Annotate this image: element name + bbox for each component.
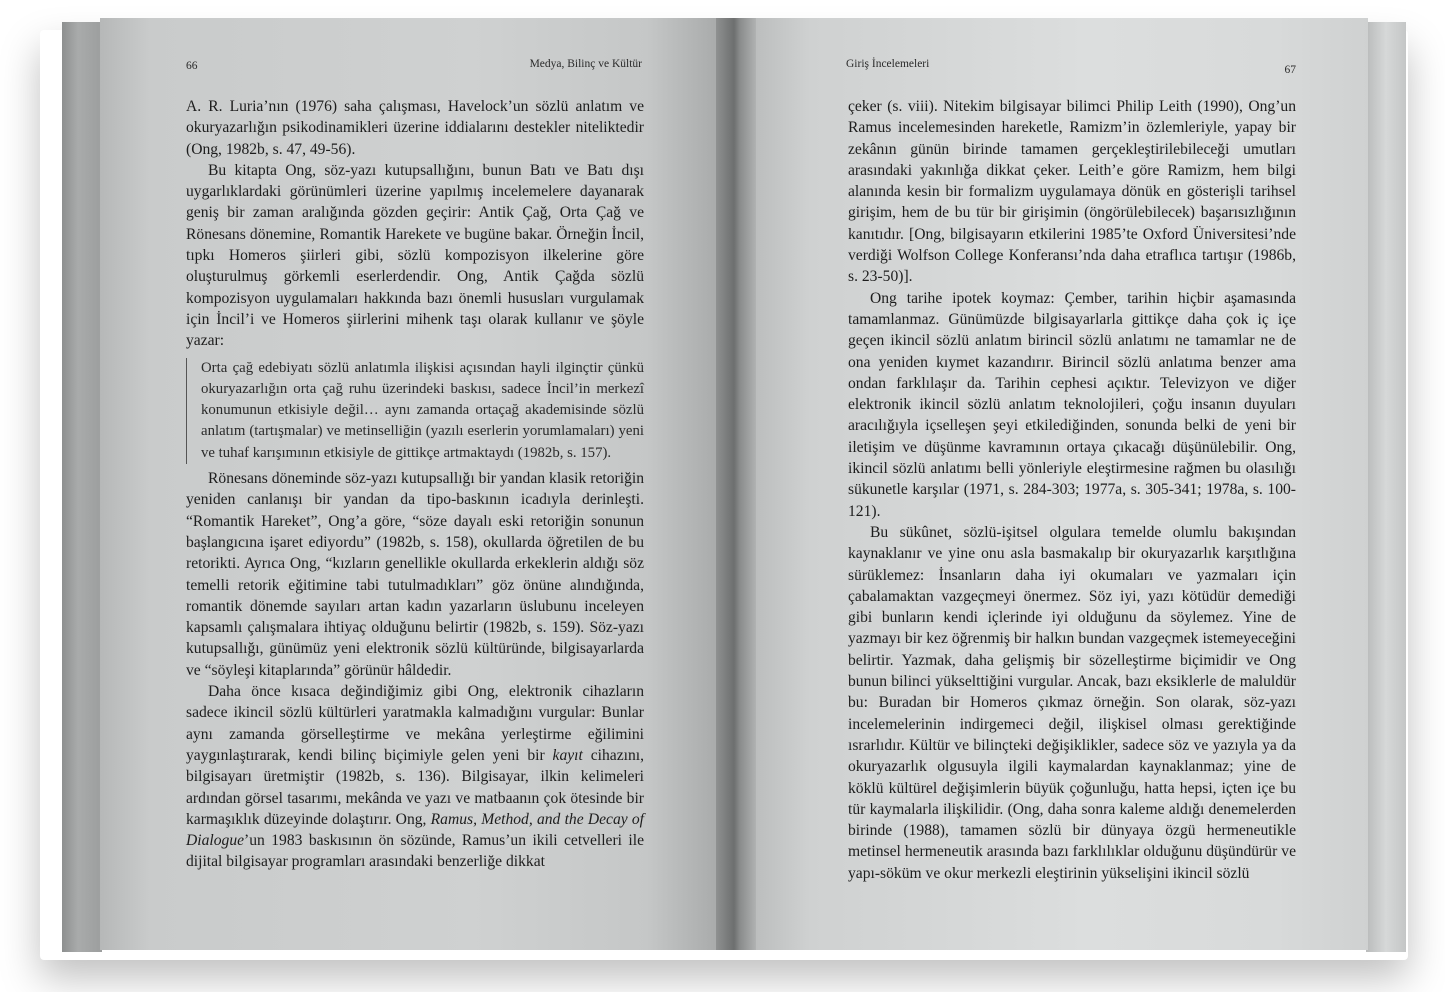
right-page-stack-edge bbox=[1366, 22, 1406, 952]
paragraph: Bu kitapta Ong, söz-yazı kutupsallığını, bunun Batı ve Batı dışı uygarlıklardaki görünümleri üzerine yapılmış incelemelere dayanarak geniş bir zaman aralığında gözden geçirir: Antik Çağ, Orta Çağ ve Rönesans dönemine, Romantik Harekete ve bugüne bakar. Örneğin İncil, tıpkı Homeros şiirleri gibi, sözlü kompozisyon ilkelerine göre oluşturulmuş görkemli eserlerdendir. Ong, Antik Çağda sözlü kompozisyon uygulamaları hakkında bazı önemli hususları vurgulamak için İncil’i ve Homeros şiirlerini mihenk taşı olarak kullanır ve şöyle yazar: bbox=[186, 161, 644, 350]
book-gutter bbox=[716, 18, 756, 950]
right-page-body bbox=[848, 96, 1296, 884]
left-page-body bbox=[186, 96, 644, 873]
text-run: Daha önce kısaca değindiğimiz gibi Ong, elektronik cihazların sadece ikincil sözlü kültürleri yaratmakla kalmadığını vurgular: Bunlar aynı zamanda görselleştirme ve mekâna yerleştirme eğilimini yaygınlaştırarak, kendi bilinç biçimiyle gelen yeni bir bbox=[186, 683, 644, 764]
paragraph: Ong tarihe ipotek koymaz: Çember, tarihin hiçbir aşamasında tamamlanmaz. Günümüzde bilgisayarlarla gittikçe daha çok iç içe geçen ikincil sözlü anlatım birincil sözlü anlatımı ne tamamlar ne de ona yeniden kıymet kazandırır. Birincil sözlü anlatıma benzer ama ondan farklılaşır da. Tarihin cephesi açıktır. Televizyon ve diğer elektronik ikincil sözlü anlatım teknolojileri, çoğu insanın duyuları aracılığıyla içselleşen şeyi etkilediğinden, sonunda belki de yeni bir iletişim ve düşünme kavramının ortaya çıkacağı düşünülebilir. Ong, ikincil sözlü anlatımı belli yönleriyle eleştirmesine rağmen bu olasılığı sükunetle karşılar (1971, s. 284-303; 1977a, s. 305-341; 1978a, s. 100-121). bbox=[848, 289, 1296, 520]
right-page-number: 67 bbox=[1284, 64, 1296, 76]
left-page-number: 66 bbox=[186, 60, 198, 72]
left-page bbox=[100, 18, 722, 950]
paragraph: çeker (s. viii). Nitekim bilgisayar bilimci Philip Leith (1990), Ong’un Ramus incelemesinden hareketle, Ramizm’in özlemleriyle, yapay bir zekânın günün birinde tamamen gerçekleştirilebileceği umutları arasındaki yakınlığa dikkat çeker. Leith’e göre Ramizm, hem bilgi alanında kesin bir formalizm uygulamaya dönük en gösterişli tarihsel girişim, hem de bu tür bir girişimin (öngörülebilecek) başarısızlığının kanıtıdır. [Ong, bilgisayarın etkilerini 1985’te Oxford Üniversitesi’nde verdiği Wolfson College Konferansı’nda daha etraflıca tartışır (1986b, s. 23-50)]. bbox=[848, 98, 1296, 286]
left-page-stack-edge bbox=[62, 22, 102, 952]
paragraph: Bu sükûnet, sözlü-işitsel olgulara temelde olumlu bakışından kaynaklanır ve yine onu asla basmakalıp bir okuryazarlık karşıtlığına sürüklemez: İnsanların daha iyi okumaları ve yazmaları için çabalamaktan vazgeçmeyi önermez. Söz iyi, yazı kötüdür demediği gibi bunların kendi içlerinde iyi olduğunu da söylemez. Yine de yazmayı bir kez öğrenmiş bir halkın bundan vazgeçmek istemeyeceğini belirtir. Yazmak, daha gelişmiş bir sözelleştirme biçimidir ve Ong bunun bilinci yükselttiğini vurgular. Ancak, bazı eksiklerle de maluldür bu: Buradan bir Homeros çıkmaz örneğin. Son olarak, söz-yazı incelemelerinin indirgemeci değil, ilişkisel olması gerektiğinde ısrarlıdır. Kültür ve bilinçteki değişiklikler, sadece söz ve yazıyla ya da okuryazarlık olgusuyla ilgili kaymalardan kaynaklanmaz; yine de köklü kültürel değişimlerin büyük çoğunluğu, hatta hepsi, içten içe bu tür kaymalarla ilişkilidir. (Ong, daha sonra kaleme aldığı denemelerden birinde (1988), tamamen sözlü bir dünyaya özgü hermeneutikle metinsel hermeneutik arasında bazı farklılıklar olduğunu düşündürür ve yapı-söküm ve okur merkezli eleştirinin yükselişini ikincil sözlü bbox=[848, 523, 1296, 882]
left-running-head: Medya, Bilinç ve Kültür bbox=[529, 58, 642, 70]
italic-book-title: Ramus, Method, and the Decay of Dialogue bbox=[186, 810, 645, 850]
right-page bbox=[748, 18, 1368, 950]
right-running-head: Giriş İncelemeleri bbox=[846, 58, 930, 70]
block-quote: Orta çağ edebiyatı sözlü anlatımla ilişkisi açısından hayli ilginçtir çünkü okuryazarlığın orta çağ ruhu üzerindeki baskısı, sadece İncil’in merkezî konumunun etkisiyle değil… aynı zamanda ortaçağ akademisinde sözlü anlatım (tartışmalar) ve metinselliğin (yazılı eserlerin yorumlamaları) yeni ve tuhaf karışımının etkisiyle de gittikçe artmaktaydı (1982b, s. 157). bbox=[186, 358, 644, 464]
text-run: cihazını, bilgisayarı üretmiştir (1982b, s. 136). Bilgisayar, ilkin kelimeleri ardından görsel tasarımı, mekânda ve yazı ve matbaanın çok ötesinde bir karmaşıklık düzeyinde dolaştırır. Ong, bbox=[186, 746, 644, 828]
paragraph: Rönesans döneminde söz-yazı kutupsallığı bir yandan klasik retoriğin yeniden canlanışı bir yandan da tipo-baskının icadıyla derinleşti. “Romantik Hareket”, Ong’a göre, “söze dayalı eski retoriğin sonunun başlangıcına işaret ediyordu” (1982b, s. 158), okullarda öğretilen de bu retorikti. Ayrıca Ong, “kızların genellikle okullarda erkeklerin aldığı söz temelli retorik eğitimine tabi tutulmadıkları” göz önüne alındığında, romantik dönemde sayıları artan kadın yazarların üslubunu inceleyen kapsamlı çalışmalara ihtiyaç olduğunu belirtir (1982b, s. 159). Söz-yazı kutupsallığı, günümüz yeni elektronik sözlü kültüründe, bilgisayarlarda ve “söyleşi kitaplarında” görünür hâldedir. bbox=[186, 470, 644, 679]
paragraph bbox=[186, 681, 644, 873]
paragraph: A. R. Luria’nın (1976) saha çalışması, Havelock’un sözlü anlatım ve okuryazarlığın psikodinamikleri üzerine iddialarını destekler niteliktedir (Ong, 1982b, s. 47, 49-56). bbox=[186, 98, 644, 158]
italic-term: kayıt bbox=[552, 746, 583, 764]
text-run: ’un 1983 baskısının ön sözünde, Ramus’un ikili cetvelleri ile dijital bilgisayar programları arasındaki benzerliğe dikkat bbox=[186, 832, 644, 871]
